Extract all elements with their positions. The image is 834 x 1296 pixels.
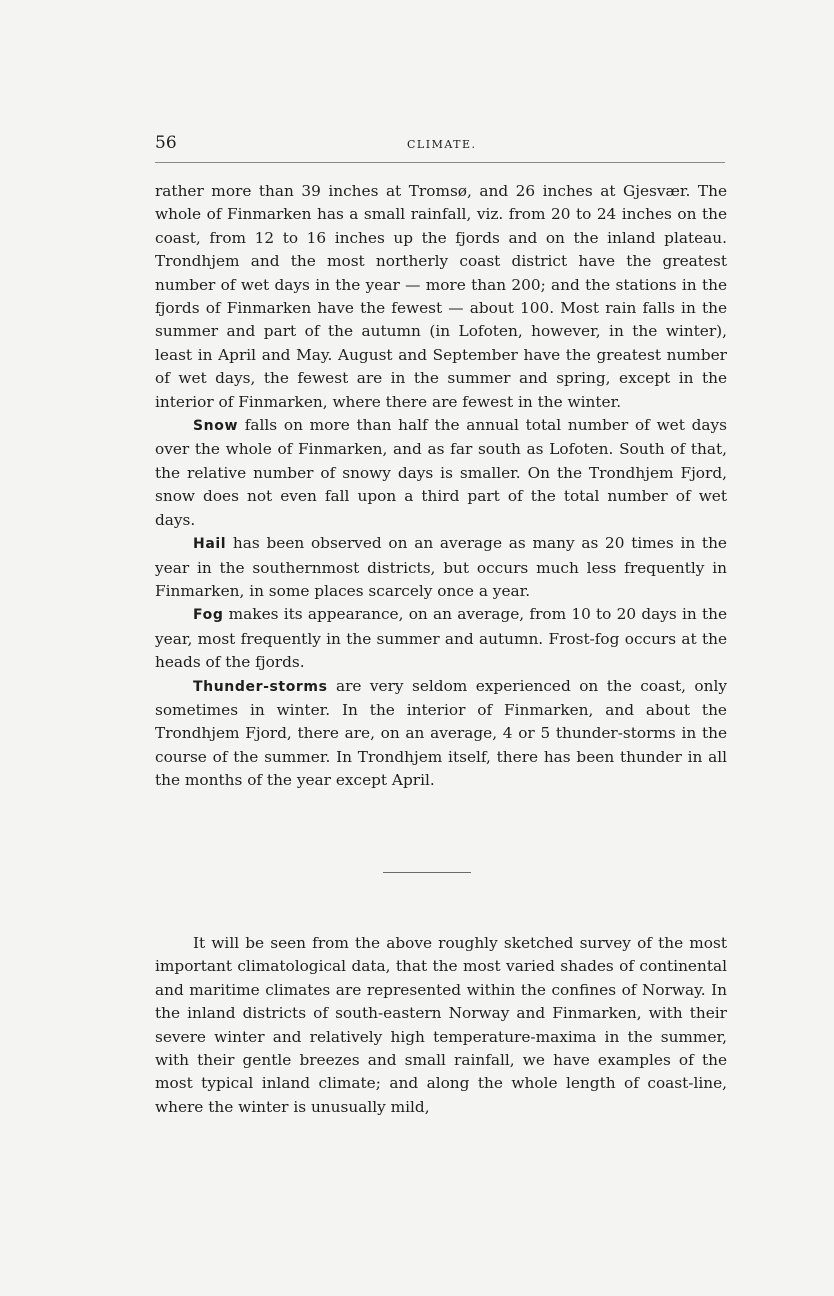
paragraph-hail xyxy=(155,532,727,603)
run-in-heading-snow: Snow xyxy=(193,418,239,435)
paragraph-snow-text: falls on more than half the annual total number of wet days over the whole of Finmarken, and as far south as Lofoten. South of that, the relative number of snowy days is smaller. On the Trondhjem Fjord, snow does not even fall upon a third part of the total number of wet days. xyxy=(155,416,727,529)
paragraph-fog xyxy=(155,603,727,674)
run-in-heading-fog: Fog xyxy=(193,607,224,624)
run-in-heading-thunder-storms: Thunder-storms xyxy=(193,678,328,695)
paragraph-rainfall: rather more than 39 inches at Tromsø, and 26 inches at Gjesvær. The whole of Finmarken has a small rainfall, viz. from 20 to 24 inches on the coast, from 12 to 16 inches up the fjords and on the inland plateau. Trondhjem and the most northerly coast district have the greatest number of wet days in the year — more than 200; and the stations in the fjords of Finmarken have the fewest — about 100. Most rain falls in the summer and part of the autumn (in Lofoten, however, in the winter), least in April and May. August and September have the greatest number of wet days, the fewest are in the summer and spring, except in the interior of Finmarken, where there are fewest in the winter. xyxy=(155,182,727,411)
main-text-block xyxy=(155,180,727,793)
paragraph-snow xyxy=(155,414,727,532)
paragraph-hail-text: has been observed on an average as many as 20 times in the year in the southernmost districts, but occurs much less frequently in Finmarken, in some places scarcely once a year. xyxy=(155,534,727,600)
paragraph-summary: It will be seen from the above roughly sketched survey of the most important climatological data, that the most varied shades of continental and maritime climates are represented within the confines of Norway. In the inland districts of south-eastern Norway and Finmarken, with their severe winter and relatively high temperature-maxima in the summer, with their gentle breezes and small rainfall, we have examples of the most typical inland climate; and along the whole length of coast-line, where the winter is unusually mild, xyxy=(155,934,727,1116)
paragraph-fog-text: makes its appearance, on an average, from 10 to 20 days in the year, most frequently in the summer and autumn. Frost-fog occurs at the heads of the fjords. xyxy=(155,605,727,672)
paragraph-thunder-storms xyxy=(155,675,727,793)
header-rule xyxy=(155,162,725,163)
running-head: CLIMATE. xyxy=(407,138,477,151)
paragraph-thunder-storms-text: are very seldom experienced on the coast, only sometimes in winter. In the interior of Finmarken, and about the Trondhjem Fjord, there are, on an average, 4 or 5 thunder-storms in the course of the summer. In Trondhjem itself, there has been thunder in all the months of the year except April. xyxy=(155,676,727,790)
summary-text-block xyxy=(155,932,727,1119)
run-in-heading-hail: Hail xyxy=(193,536,227,553)
section-divider xyxy=(383,872,471,873)
page-number: 56 xyxy=(155,133,177,153)
